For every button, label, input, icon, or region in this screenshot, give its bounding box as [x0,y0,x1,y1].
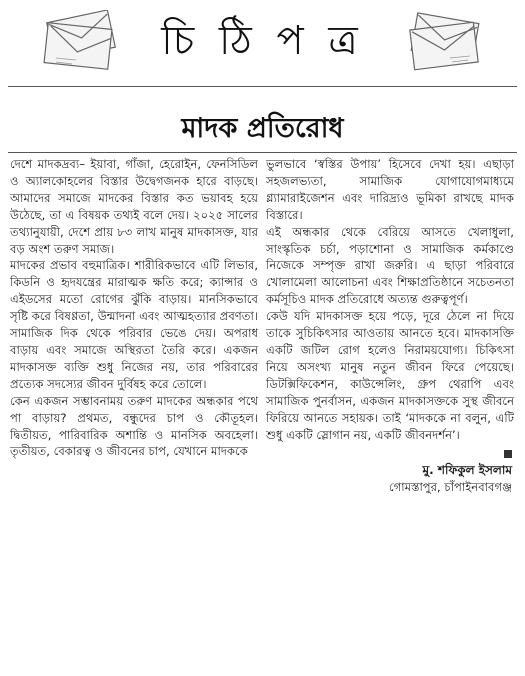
article-paragraph: কেউ যদি মাদকাসক্ত হয়ে পড়ে, দূরে ঠেলে না দিয়ে তাকে সুচিকিৎসার আওতায় আনতে হবে। মাদকাসক্তি একটি জটিল রোগ হলেও নিরাময়যোগ্য। চিকিৎসা নিয়ে অসংখ্য মানুষ নতুন জীবন ফিরে পেয়েছে। ডিটক্সিফিকেশন, কাউন্সেলিং, গ্রুপ থেরাপি এবং সামাজিক পুনর্বাসন, একজন মাদকাসক্তকে সুস্থ জীবনে ফিরিয়ে আনতে সহায়ক। তাই ‘মাদককে না বলুন, এটি শুধু একটি স্লোগান নয়, একটি জীবনদর্শন’। [266,309,514,442]
headline-divider [8,152,517,153]
header-divider [8,86,517,87]
article-paragraph: কেন একজন সম্ভাবনাময় তরুণ মাদকের অন্ধকার পথে পা বাড়ায়? প্রথমত, বন্ধুদের চাপ ও কৌতূহল। দ্বিতীয়ত, পারিবারিক অশান্তি ও মানসিক অবহেলা। তৃতীয়ত, বেকারত্ব ও জীবনের চাপ, যেখানে মাদককে [10,393,258,459]
article-paragraph: দেশে মাদকদ্রব্য– ইয়াবা, গাঁজা, হেরোইন, ফেনসিডিল ও অ্যালকোহলের বিস্তার উদ্বেগজনক হারে বাড়ছে। আমাদের সমাজে মাদকের বিস্তার কত ভয়াবহ হয়ে উঠেছে, তা এ বিষয়ক তথ্যই বলে দেয়। ২০২৫ সালের তথ্যানুযায়ী, দেশে প্রায় ৮৩ লাখ মানুষ মাদকাসক্ত, যার বড় অংশ তরুণ সমাজ। [10,157,258,256]
section-header [0,0,525,88]
envelope-stack-icon [402,10,486,74]
author-block [266,445,514,496]
article-paragraph: এই অন্ধকার থেকে বেরিয়ে আসতে খেলাধুলা, সাংস্কৃতিক চর্চা, পড়াশোনা ও সামাজিক কর্মকাণ্ডে নিজেকে সম্পৃক্ত রাখা জরুরি। এ ছাড়া পরিবারে খোলামেলা আলোচনা এবং শিক্ষাপ্রতিষ্ঠানে সচেতনতা কর্মসূচিও মাদক প্রতিরোধে অত্যন্ত গুরুত্বপূর্ণ। [266,224,514,307]
end-mark-icon [504,450,512,458]
envelope-stack-icon [40,10,124,74]
author-name: মু. শফিকুল ইসলাম [422,463,512,478]
article-column-right [266,156,514,496]
section-title: চি ঠি প ত্র [161,18,364,64]
article-paragraph: মাদকের প্রভাব বহুমাত্রিক। শারীরিকভাবে এটি লিভার, কিডনি ও হৃদযন্ত্রের মারাত্মক ক্ষতি করে; ক্যান্সার ও এইডসের মতো রোগের ঝুঁকি বাড়ায়। মানসিকভাবে সৃষ্টি করে বিষণ্ণতা, উন্মাদনা এবং আত্মহত্যার প্রবণতা। সামাজিক দিক থেকে পরিবার ভেঙে দেয়। অপরাধ বাড়ায় এবং সমাজে অস্থিরতা তৈরি করে। একজন মাদকাসক্ত ব্যক্তি শুধু নিজের নয়, তার পরিবারের প্রত্যেক সদস্যের জীবন দুর্বিষহ করে তোলে। [10,258,258,391]
article-column-left [10,156,258,460]
article-paragraph: ভুলভাবে ‘স্বস্তির উপায়’ হিসেবে দেখা হয়। এছাড়া সহজলভ্যতা, সামাজিক যোগাযোগমাধ্যমে গ্ল্যামারাইজেশন এবং দারিদ্র্যও ভূমিকা রাখছে মাদক বিস্তারে। [266,157,514,222]
article-headline: মাদক প্রতিরোধ [181,113,344,144]
author-location: গোমস্তাপুর, চাঁপাইনবাবগঞ্জ [389,480,512,495]
